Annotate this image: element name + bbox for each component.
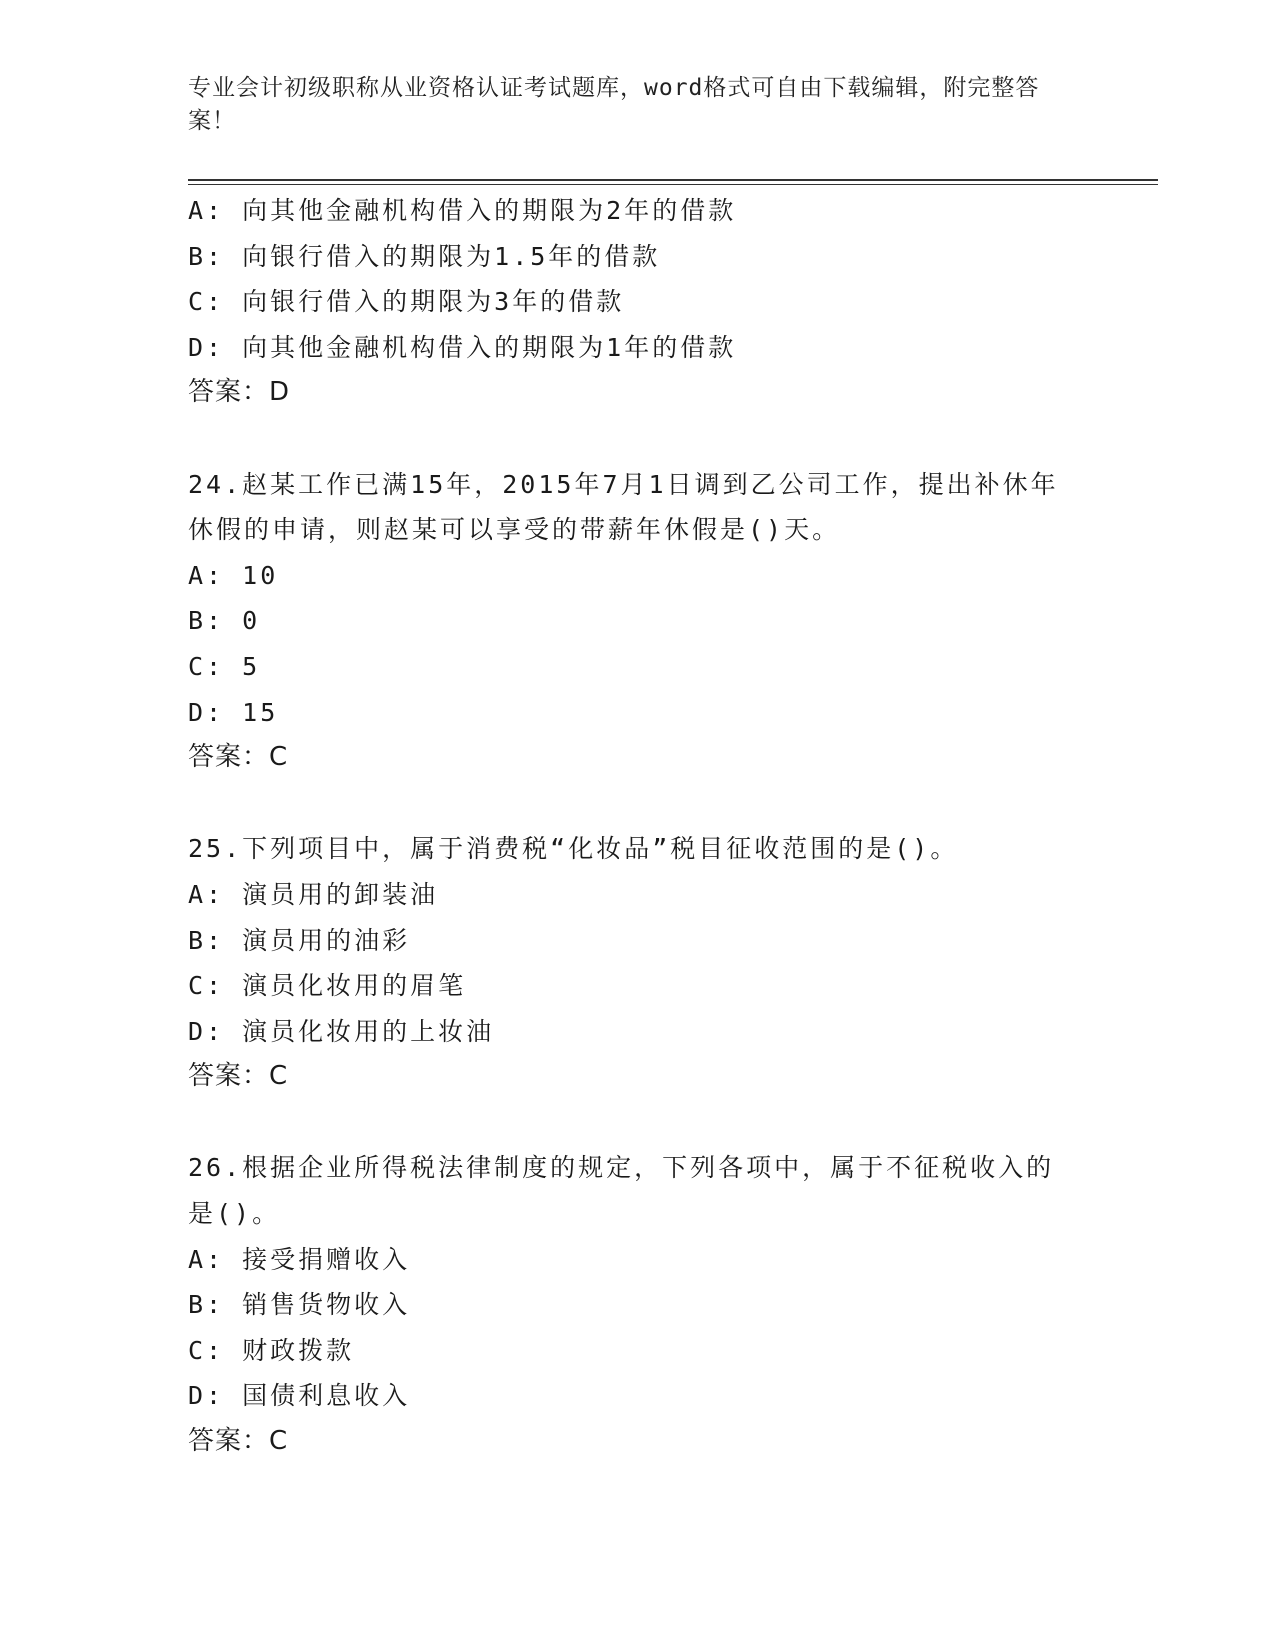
question-25	[188, 826, 1088, 1100]
question-26	[188, 1145, 1088, 1464]
option-c: C: 向银行借入的期限为3年的借款	[188, 287, 625, 317]
option-a: A: 10	[188, 560, 279, 590]
header-rule-thin	[188, 184, 1158, 185]
question-stem: 26.根据企业所得税法律制度的规定，下列各项中，属于不征税收入的是()。	[188, 1153, 1055, 1229]
option-a: A: 向其他金融机构借入的期限为2年的借款	[188, 196, 737, 225]
question-24	[188, 462, 1088, 781]
question-stem: 24.赵某工作已满15年，2015年7月1日调到乙公司工作，提出补休年休假的申请，则赵某可以享受的带薪年休假是()天。	[188, 469, 1059, 545]
option-d: D: 国债利息收入	[188, 1381, 411, 1411]
answer: 答案：C	[188, 742, 289, 773]
answer: 答案：C	[188, 1061, 289, 1092]
question-23	[188, 188, 1088, 416]
answer: 答案：C	[188, 1426, 289, 1457]
option-c: C: 财政拨款	[188, 1335, 355, 1365]
option-c: C: 演员化妆用的眉笔	[188, 971, 467, 1001]
answer: 答案：D	[188, 377, 291, 408]
option-b: B: 0	[188, 606, 261, 636]
question-list	[188, 188, 1088, 1465]
option-d: D: 演员化妆用的上妆油	[188, 1016, 495, 1046]
question-stem: 25.下列项目中，属于消费税“化妆品”税目征收范围的是()。	[188, 834, 959, 864]
option-a: A: 演员用的卸装油	[188, 879, 439, 909]
option-b: B: 演员用的油彩	[188, 925, 411, 955]
option-a: A: 接受捐赠收入	[188, 1244, 411, 1274]
option-d: D: 15	[188, 697, 279, 727]
option-d: D: 向其他金融机构借入的期限为1年的借款	[188, 332, 737, 362]
option-c: C: 5	[188, 651, 261, 681]
header-rule-thick	[188, 179, 1158, 181]
option-b: B: 销售货物收入	[188, 1290, 411, 1320]
document-header: 专业会计初级职称从业资格认证考试题库，word格式可自由下载编辑，附完整答案！	[188, 75, 1040, 134]
option-b: B: 向银行借入的期限为1.5年的借款	[188, 241, 661, 271]
